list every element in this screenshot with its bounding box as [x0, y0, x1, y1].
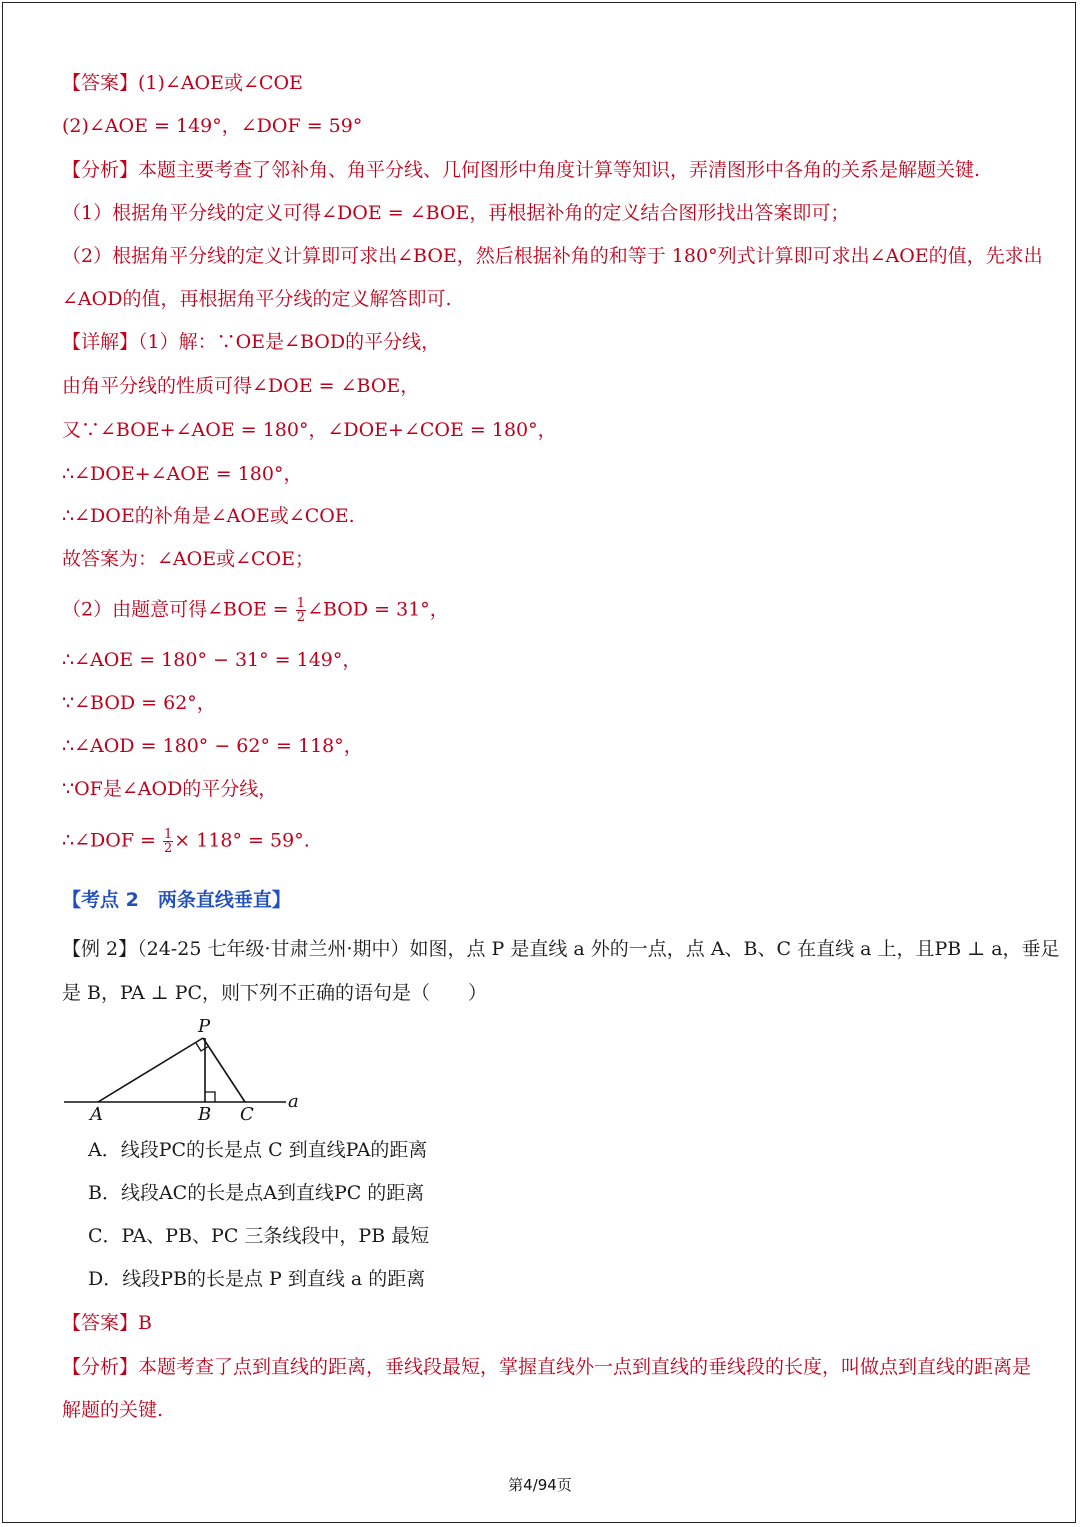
label-p: P	[198, 1016, 211, 1037]
label-b: B	[198, 1104, 212, 1125]
option-opt-b: B．线段AC的长是点A到直线PC 的距离	[88, 1182, 425, 1204]
analysis-2-line-1: 【分析】本题考查了点到直线的距离，垂线段最短，掌握直线外一点到直线的垂线段的长度，叫做点到直线的距离是	[62, 1356, 1032, 1378]
text-line-ans1-a: 【答案】(1)∠AOE或∠COE	[62, 72, 303, 94]
text-line-det1-e: ∴∠DOE的补角是∠AOE或∠COE.	[62, 505, 355, 527]
text-line-ana1-c: （2）根据角平分线的定义计算即可求出∠BOE，然后根据补角的和等于 180°列式计算即可求出∠AOE的值，先求出	[62, 245, 1043, 267]
label-line-a: a	[288, 1091, 299, 1112]
label-a: A	[90, 1104, 103, 1125]
text-line-det1-f: 故答案为：∠AOE或∠COE；	[62, 548, 314, 570]
fraction-line-2: ∴∠DOF = $\frac{1}{2}$ × 118° = 59°.	[62, 827, 310, 856]
right-angle-mark-b	[205, 1092, 215, 1102]
segment-pa	[98, 1038, 203, 1102]
example-question-line-2: 是 B，PA ⊥ PC，则下列不正确的语句是（ ）	[62, 982, 488, 1004]
fraction-half: $\frac{1}{2}$	[296, 596, 306, 625]
text-line-det1-d: ∴∠DOE+∠AOE = 180°，	[62, 463, 303, 485]
text-line-det1-i: ∵∠BOD = 62°，	[62, 692, 216, 714]
text-line-ana1-d: ∠AOD的值，再根据角平分线的定义解答即可.	[62, 288, 452, 310]
label-c: C	[240, 1104, 254, 1125]
text-line-ans1-b: (2)∠AOE = 149°，∠DOF = 59°	[62, 115, 363, 137]
text-line-ana1-a: 【分析】本题主要考查了邻补角、角平分线、几何图形中角度计算等知识，弄清图形中各角的关系是解题关键.	[62, 159, 981, 181]
option-opt-d: D．线段PB的长是点 P 到直线 a 的距离	[88, 1268, 426, 1290]
page-frame	[2, 2, 1076, 1523]
section-title: 【考点 2 两条直线垂直】	[62, 889, 291, 911]
fraction-line-1: （2）由题意可得∠BOE = $\frac{1}{2}$ ∠BOD = 31°，	[62, 596, 449, 625]
option-opt-c: C．PA、PB、PC 三条线段中，PB 最短	[88, 1225, 430, 1247]
example-question-line-1: 【例 2】（24-25 七年级·甘肃兰州·期中）如图，点 P 是直线 a 外的一点，点 A、B、C 在直线 a 上，且PB ⊥ a，垂足	[62, 938, 1060, 960]
answer-2: 【答案】B	[62, 1312, 152, 1334]
text-line-ana1-b: （1）根据角平分线的定义可得∠DOE = ∠BOE，再根据补角的定义结合图形找出答案即可；	[62, 202, 850, 224]
text-line-det1-b: 由角平分线的性质可得∠DOE = ∠BOE，	[62, 375, 420, 397]
analysis-2-line-2: 解题的关键.	[62, 1399, 164, 1421]
text-line-det1-h: ∴∠AOE = 180° − 31° = 149°，	[62, 649, 362, 671]
fraction-half-2: $\frac{1}{2}$	[164, 827, 173, 856]
text-line-det1-a: 【详解】（1）解：∵OE是∠BOD的平分线，	[62, 331, 441, 353]
text-line-det1-k: ∵OF是∠AOD的平分线，	[62, 778, 278, 800]
option-opt-a: A．线段PC的长是点 C 到直线PA的距离	[88, 1139, 428, 1161]
geometry-figure	[60, 1012, 320, 1127]
text-line-det1-j: ∴∠AOD = 180° − 62° = 118°，	[62, 735, 363, 757]
page-number: 第4/94页	[508, 1476, 572, 1494]
text-line-det1-c: 又∵∠BOE+∠AOE = 180°，∠DOE+∠COE = 180°，	[62, 419, 557, 441]
